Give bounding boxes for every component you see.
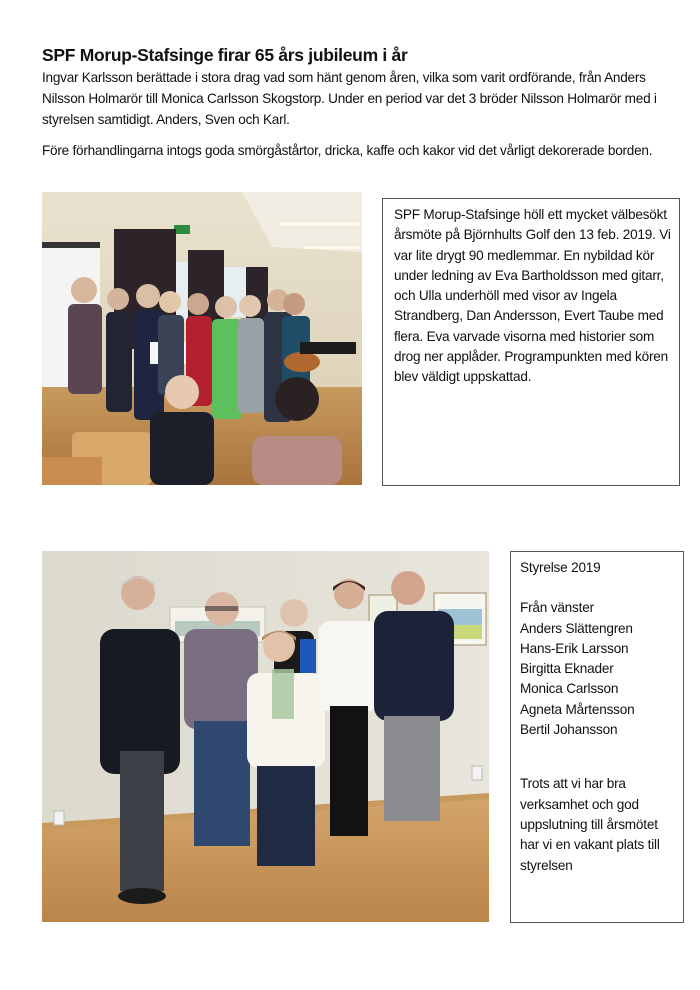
annual-meeting-text: SPF Morup-Stafsinge höll ett mycket välbesökt årsmöte på Björnhults Golf den 13 feb. 2019. Vi var lite drygt 90 medlemmar. En nybildad kör under ledning av Eva Bartholdsson med gitarr, och Ulla underhöll med visor av Ingela Strandberg, Dan Andersson, Evert Taube med flera. Eva varvade visorna med historier som drog ner applåder. Programpunkten med kören blev väldigt uppskattad.	[394, 207, 671, 385]
board-caption: Från vänster	[520, 600, 594, 616]
article-title: SPF Morup-Stafsinge firar 65 års jubileum i år	[42, 45, 408, 65]
board-member: Birgitta Eknader	[520, 661, 614, 677]
board-heading: Styrelse 2019	[520, 560, 601, 575]
choir-photo-image	[42, 192, 362, 485]
board-box	[510, 551, 684, 923]
board-photo	[42, 551, 489, 922]
choir-photo	[42, 192, 362, 485]
board-vacancy-note: Trots att vi har bra verksamhet och god uppslutning till årsmötet har vi en vakant plats till styrelsen	[520, 776, 660, 873]
food-paragraph: Före förhandlingarna intogs goda smörgåstårtor, dricka, kaffe och kakor vid det vårligt dekorerade borden.	[42, 143, 653, 158]
board-member: Agneta Mårtensson	[520, 701, 635, 717]
board-member: Anders Slättengren	[520, 620, 633, 636]
intro-paragraph: Ingvar Karlsson berättade i stora drag vad som hänt genom åren, vilka som varit ordförande, från Anders Nilsson Holmarör till Monica Carlsson Skogstorp. Under en period var det 3 bröder Nilsson Holmarör med i styrelsen samtidigt. Anders, Sven och Karl.	[42, 70, 657, 127]
board-member: Bertil Johansson	[520, 722, 618, 738]
board-member: Monica Carlsson	[520, 681, 619, 697]
board-member: Hans-Erik Larsson	[520, 640, 629, 656]
annual-meeting-box	[382, 198, 680, 486]
board-photo-image	[42, 551, 489, 922]
